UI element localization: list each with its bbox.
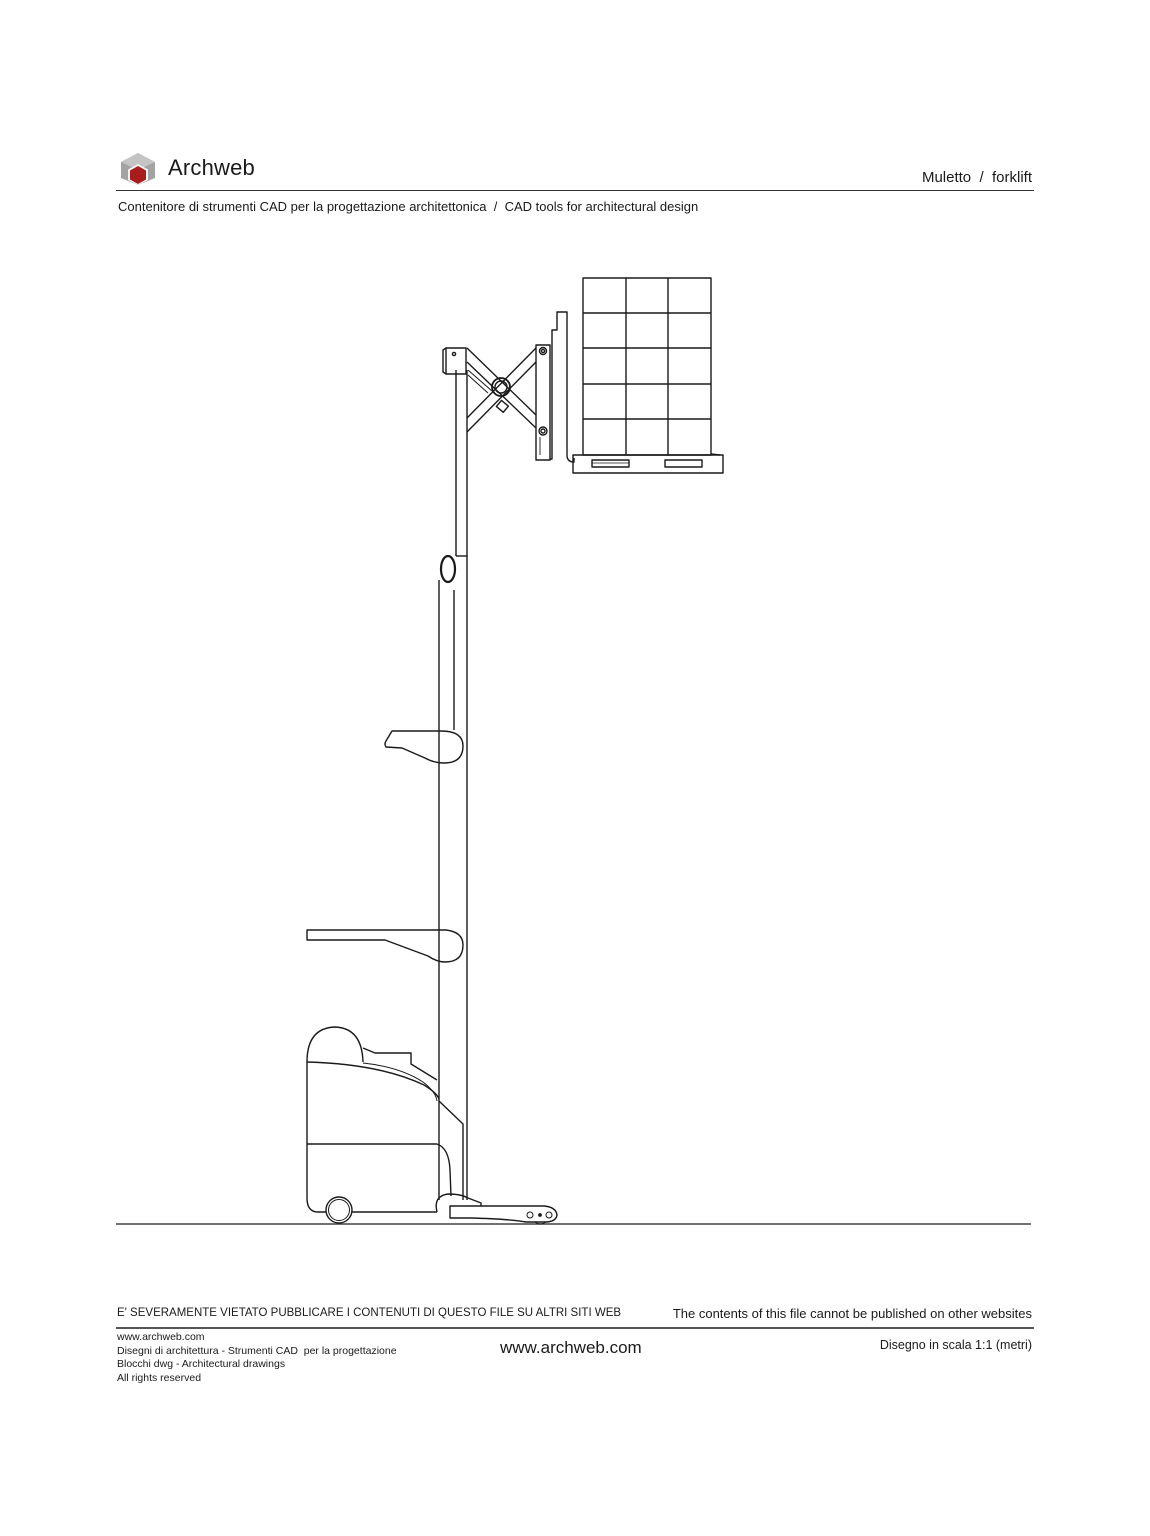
footer-credit-line: Disegni di architettura - Strumenti CAD per la progettazione	[117, 1344, 397, 1357]
copyright-warning-italian: E' SEVERAMENTE VIETATO PUBBLICARE I CONTENUTI DI QUESTO FILE SU ALTRI SITI WEB	[117, 1307, 622, 1319]
footer-credit-line: All rights reserved	[117, 1371, 202, 1384]
drawing-scale: Disegno in scala 1:1 (metri)	[879, 1338, 1032, 1352]
footer-credit-line: www.archweb.com	[117, 1331, 205, 1343]
copyright-warning-english: The contents of this file cannot be published on other websites	[672, 1306, 1032, 1321]
mast	[439, 348, 467, 1200]
scissor-mechanism	[467, 312, 574, 462]
footer-divider	[116, 1327, 1034, 1329]
header-subtitle: Contenitore di strumenti CAD per la progettazione architettonica / CAD tools for architectural design	[118, 199, 699, 214]
pallet-load	[573, 278, 723, 473]
footer-credits	[117, 1331, 397, 1385]
drawing-title: Muletto / forklift	[921, 169, 1032, 186]
rear-wheel	[326, 1197, 352, 1223]
upper-armrest	[385, 731, 463, 763]
footer-credit-line: Blocchi dwg - Architectural drawings	[117, 1358, 286, 1370]
footer-website-link[interactable]: www.archweb.com	[500, 1338, 642, 1357]
brand-name: Archweb	[168, 155, 255, 180]
truck-body	[307, 1027, 557, 1224]
